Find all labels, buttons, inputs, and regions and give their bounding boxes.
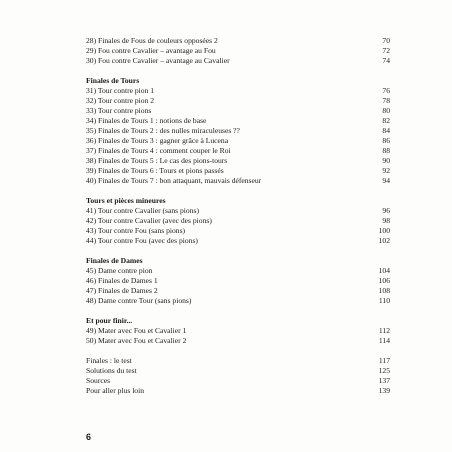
section-heading: Tours et pièces mineures (86, 196, 166, 205)
toc-entry-title: Solutions du test (86, 366, 137, 375)
toc-entry-title: Finales : le test (86, 356, 132, 365)
toc-entry-page: 100 (378, 226, 390, 235)
page-number: 6 (86, 432, 92, 442)
toc-entry (86, 216, 390, 226)
toc-entry-page: 117 (378, 356, 390, 365)
toc-entry-title: 42) Tour contre Cavalier (avec des pions) (86, 216, 212, 225)
toc-entry-page: 125 (378, 366, 390, 375)
toc-entry (86, 56, 390, 66)
toc-entry-page: 108 (378, 286, 390, 295)
toc-entry-title: 38) Finales de Tours 5 : Le cas des pions-tours (86, 156, 228, 165)
toc-entry (86, 176, 390, 186)
toc-entry (86, 236, 390, 246)
toc-entry-page: 78 (382, 96, 390, 105)
toc-entry-page: 137 (378, 376, 390, 385)
toc-entry (86, 126, 390, 136)
toc-entry-page: 112 (378, 326, 390, 335)
toc-entry-title: 29) Fou contre Cavalier – avantage au Fou (86, 46, 216, 55)
toc-entry-page: 139 (378, 386, 390, 395)
toc-entry-title: 49) Mater avec Fou et Cavalier 1 (86, 326, 187, 335)
toc-entry-page: 80 (382, 106, 390, 115)
toc-entry (86, 86, 390, 96)
toc-entry-title: 44) Tour contre Fou (avec des pions) (86, 236, 198, 245)
toc-entry-page: 114 (378, 336, 390, 345)
toc-entry-title: 31) Tour contre pion 1 (86, 86, 155, 95)
toc-entry (86, 336, 390, 346)
toc-entry (86, 156, 390, 166)
toc-entry-page: 70 (382, 36, 390, 45)
toc-entry-title: 48) Dame contre Tour (sans pions) (86, 296, 192, 305)
toc-entry (86, 136, 390, 146)
toc-entry-title: 50) Mater avec Fou et Cavalier 2 (86, 336, 187, 345)
toc-entry-title: 32) Tour contre pion 2 (86, 96, 155, 105)
toc-entry-title: 36) Finales de Tours 3 : gagner grâce à Lucena (86, 136, 229, 145)
toc-entry (86, 296, 390, 306)
toc-entry (86, 96, 390, 106)
toc-entry-title: Pour aller plus loin (86, 386, 145, 395)
toc-entry-title: 28) Finales de Fous de couleurs opposées 2 (86, 36, 218, 45)
toc-entry (86, 356, 390, 366)
toc-entry (86, 326, 390, 336)
toc-entry (86, 146, 390, 156)
toc-entry-title: 45) Dame contre pion (86, 266, 153, 275)
toc-entry (86, 376, 390, 386)
toc-entry-page: 86 (382, 136, 390, 145)
toc-entry-page: 84 (382, 126, 390, 135)
toc-entry-page: 82 (382, 116, 390, 125)
toc-entry-title: 35) Finales de Tours 2 : des nulles miraculeuses ?? (86, 126, 240, 135)
toc-entry (86, 46, 390, 56)
section-heading: Finales de Tours (86, 76, 140, 85)
toc-entry-page: 102 (378, 236, 390, 245)
toc-entry-page: 106 (378, 276, 390, 285)
toc-entry-title: 33) Tour contre pions (86, 106, 152, 115)
toc-entry (86, 206, 390, 216)
toc-entry-title: 40) Finales de Tours 7 : bon attaquant, mauvais défenseur (86, 176, 262, 185)
section-heading: Et pour finir... (86, 316, 133, 325)
toc-entry-title: 39) Finales de Tours 6 : Tours et pions passés (86, 166, 224, 175)
section-heading: Finales de Dames (86, 256, 143, 265)
toc-entry-title: 47) Finales de Dames 2 (86, 286, 158, 295)
toc-entry (86, 226, 390, 236)
toc-entry (86, 286, 390, 296)
toc-entry-title: 34) Finales de Tours 1 : notions de base (86, 116, 207, 125)
toc-entry (86, 106, 390, 116)
toc-entry (86, 166, 390, 176)
toc-entry-title: 30) Fou contre Cavalier – avantage au Cavalier (86, 56, 230, 65)
toc-entry (86, 276, 390, 286)
toc-entry-page: 110 (378, 296, 390, 305)
toc-entry-title: 37) Finales de Tours 4 : comment couper le Roi (86, 146, 231, 155)
toc-entry (86, 386, 390, 396)
toc-entry-page: 92 (382, 166, 390, 175)
toc-entry-page: 98 (382, 216, 390, 225)
toc-entry (86, 366, 390, 376)
toc-entry-title: 41) Tour contre Cavalier (sans pions) (86, 206, 199, 215)
toc-entry (86, 116, 390, 126)
toc-entry-title: Sources (86, 376, 111, 385)
toc-entry-page: 90 (382, 156, 390, 165)
toc-entry-page: 74 (382, 56, 390, 65)
toc-entry-page: 76 (382, 86, 390, 95)
toc-entry (86, 36, 390, 46)
toc-entry-page: 104 (378, 266, 390, 275)
toc-entry-page: 94 (382, 176, 390, 185)
toc-entry-title: 43) Tour contre Fou (sans pions) (86, 226, 186, 235)
toc-entry (86, 266, 390, 276)
toc-entry-page: 96 (382, 206, 390, 215)
toc-entry-page: 72 (382, 46, 390, 55)
toc-entry-page: 88 (382, 146, 390, 155)
toc-entry-title: 46) Finales de Dames 1 (86, 276, 158, 285)
